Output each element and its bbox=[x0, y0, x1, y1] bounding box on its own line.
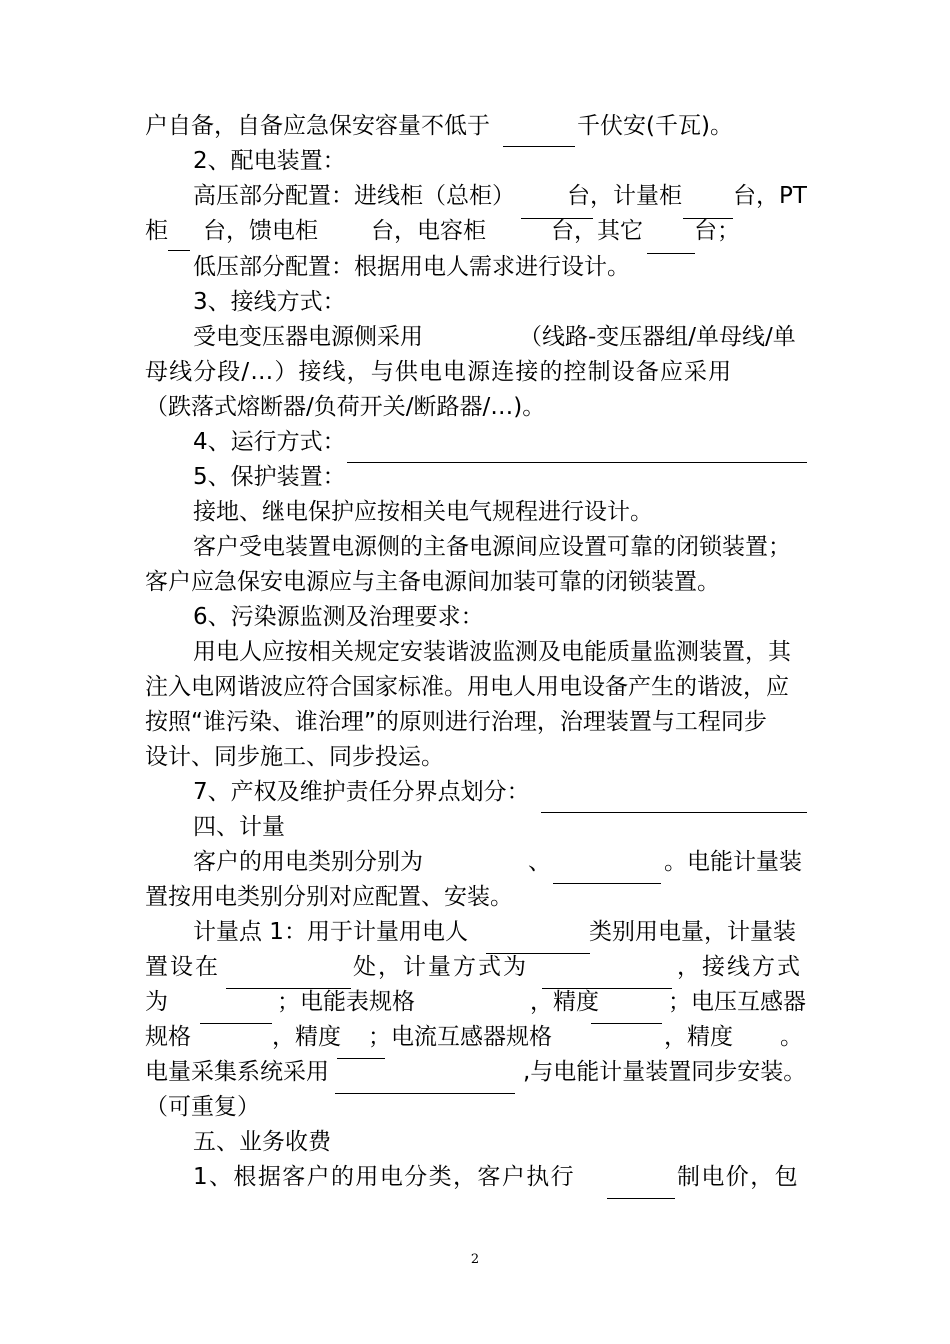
text-segment: ，接线方式 bbox=[677, 954, 802, 980]
text-segment: 台，电容柜 bbox=[371, 218, 486, 244]
text-segment: 类别用电量，计量装 bbox=[589, 919, 796, 945]
text-segment: 1、根据客户的用电分类，客户执行 bbox=[193, 1164, 576, 1190]
text-segment: 五、业务收费 bbox=[193, 1129, 331, 1155]
text-segment: 接地、继电保护应按相关电气规程进行设计。 bbox=[193, 499, 653, 525]
text-segment: 客户应急保安电源应与主备电源间加装可靠的闭锁装置。 bbox=[145, 569, 720, 595]
fill-blank bbox=[541, 812, 807, 813]
text-segment: 6、污染源监测及治理要求： bbox=[193, 604, 484, 630]
text-segment: 用电人应按相关规定安装谐波监测及电能质量监测装置，其 bbox=[193, 639, 791, 665]
text-segment: 四、计量 bbox=[193, 814, 285, 840]
text-segment: 为 bbox=[145, 989, 168, 1015]
text-segment: 规格 bbox=[145, 1024, 191, 1050]
text-segment: 注入电网谐波应符合国家标准。用电人用电设备产生的谐波，应 bbox=[145, 674, 789, 700]
text-segment: 柜 bbox=[145, 218, 168, 244]
text-segment: （跌落式熔断器/负荷开关/断路器/…)。 bbox=[145, 394, 546, 420]
text-segment: 2、配电装置： bbox=[193, 148, 346, 174]
text-segment: ；电流互感器规格 bbox=[368, 1024, 552, 1050]
text-segment: 千伏安(千瓦)。 bbox=[577, 113, 733, 139]
text-segment: 高压部分配置：进线柜（总柜） bbox=[193, 183, 515, 209]
fill-blank bbox=[553, 883, 661, 884]
text-segment: 5、保护装置： bbox=[193, 464, 346, 490]
text-segment: 台，馈电柜 bbox=[203, 218, 318, 244]
text-segment: 台； bbox=[694, 218, 740, 244]
text-segment: 7、产权及维护责任分界点划分： bbox=[193, 779, 530, 805]
fill-blank bbox=[591, 1023, 662, 1024]
text-segment: 低压部分配置：根据用电人需求进行设计。 bbox=[193, 254, 630, 280]
text-segment: ；电能表规格 bbox=[277, 989, 415, 1015]
text-segment: 户自备，自备应急保安容量不低于 bbox=[145, 113, 490, 139]
text-segment: 制电价，包 bbox=[677, 1164, 799, 1190]
text-segment: ，精度 bbox=[664, 1024, 733, 1050]
fill-blank bbox=[503, 146, 575, 147]
text-segment: ；电压互感器 bbox=[668, 989, 806, 1015]
text-segment: ,与电能计量装置同步安装。 bbox=[523, 1059, 807, 1085]
fill-blank bbox=[683, 218, 733, 219]
text-segment: 置设在 bbox=[145, 954, 220, 980]
text-segment: 处，计量方式为 bbox=[353, 954, 528, 980]
fill-blank bbox=[607, 1198, 675, 1199]
text-segment: 置按用电类别分别对应配置、安装。 bbox=[145, 884, 513, 910]
text-segment: 设计、同步施工、同步投运。 bbox=[145, 744, 444, 770]
text-segment: 按照“谁污染、谁治理”的原则进行治理，治理装置与工程同步 bbox=[145, 709, 767, 735]
text-segment: （可重复） bbox=[145, 1094, 260, 1120]
text-segment: 。 bbox=[780, 1024, 803, 1050]
text-segment: 电量采集系统采用 bbox=[145, 1059, 329, 1085]
text-segment: 受电变压器电源侧采用 bbox=[193, 324, 423, 350]
text-segment: 台，计量柜 bbox=[567, 183, 682, 209]
text-segment: 。电能计量装 bbox=[664, 849, 802, 875]
fill-blank bbox=[200, 1023, 272, 1024]
fill-blank bbox=[335, 1093, 515, 1094]
fill-blank bbox=[168, 250, 190, 251]
fill-blank bbox=[347, 462, 807, 463]
fill-blank bbox=[647, 253, 695, 254]
text-segment: （线路-变压器组/单母线/单 bbox=[519, 324, 796, 350]
text-segment: 计量点 1：用于计量用电人 bbox=[193, 919, 468, 945]
text-segment: 4、运行方式： bbox=[193, 429, 346, 455]
fill-blank bbox=[521, 218, 593, 219]
text-segment: ，精度 bbox=[272, 1024, 341, 1050]
text-segment: ，精度 bbox=[530, 989, 599, 1015]
text-segment: 3、接线方式： bbox=[193, 289, 346, 315]
fill-blank bbox=[337, 1058, 385, 1059]
text-segment: 母线分段/…）接线，与供电电源连接的控制设备应采用 bbox=[145, 359, 733, 385]
text-segment: 台，PT bbox=[733, 183, 807, 209]
text-segment: 客户受电装置电源侧的主备电源间应设置可靠的闭锁装置； bbox=[193, 534, 791, 560]
text-segment: 台，其它 bbox=[551, 218, 643, 244]
text-segment: 、 bbox=[528, 849, 551, 875]
text-segment: 客户的用电类别分别为 bbox=[193, 849, 423, 875]
page-number: 2 bbox=[470, 1252, 480, 1267]
